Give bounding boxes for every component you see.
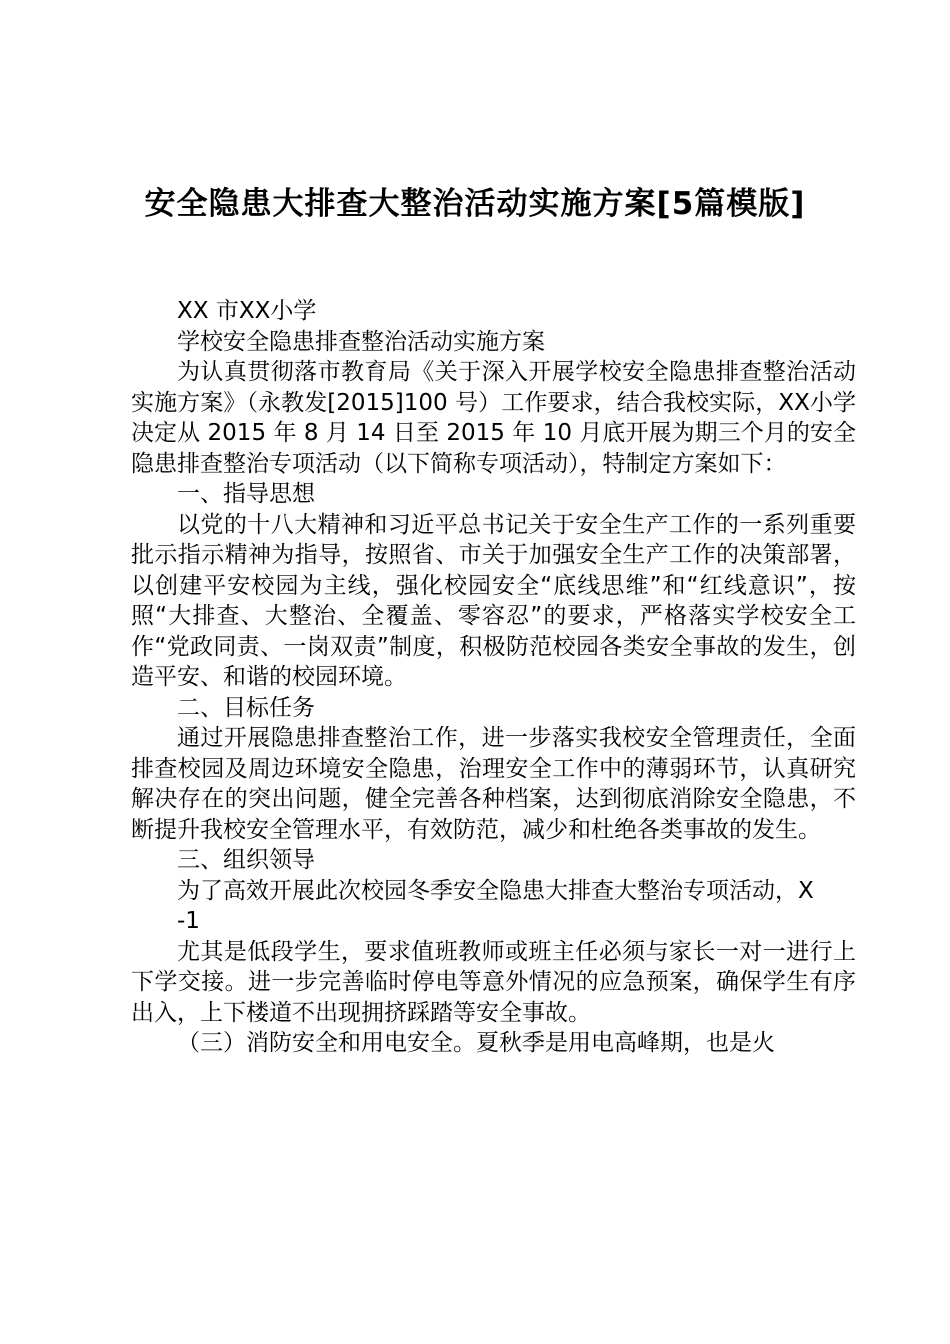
- page-number-marker: -1: [177, 908, 200, 934]
- document-title: 安全隐患大排查大整治活动实施方案[5篇模版]: [144, 186, 806, 222]
- section-heading-guiding-thought: 一、指导思想: [177, 481, 315, 507]
- plan-subtitle: 学校安全隐患排查整治活动实施方案: [177, 328, 545, 355]
- section-heading-leadership: 三、组织领导: [177, 847, 315, 873]
- document-body: [131, 296, 856, 1059]
- guiding-thought-paragraph: 以党的十八大精神和习近平总书记关于安全生产工作的一系列重要批示指示精神为指导，按照省、市关于加强安全生产工作的决策部署，以创建平安校园为主线，强化校园安全“底线思维”和“红线意识”，按照“大排查、大整治、全覆盖、零容忍”的要求，严格落实学校安全工作“党政同责、一岗双责”制度，积极防范校园各类安全事故的发生，创造平安、和谐的校园环境。: [131, 511, 856, 690]
- intro-paragraph: 为认真贯彻落市教育局《关于深入开展学校安全隐患排查整治活动实施方案》（永教发[2015]100 号）工作要求，结合我校实际，XX小学决定从 2015 年 8 月 14 日至 2015 年 10 月底开展为期三个月的安全隐患排查整治专项活动（以下简称专项活动），特制定方案如下：: [131, 359, 856, 477]
- section-heading-goals: 二、目标任务: [177, 694, 315, 721]
- leadership-paragraph: 为了高效开展此次校园冬季安全隐患大排查大整治专项活动，X: [177, 877, 814, 904]
- goals-paragraph: 通过开展隐患排查整治工作，进一步落实我校安全管理责任，全面排查校园及周边环境安全隐患，治理安全工作中的薄弱环节，认真研究解决存在的突出问题，健全完善各种档案，达到彻底消除安全隐患，不断提升我校安全管理水平，有效防范，减少和杜绝各类事故的发生。: [131, 725, 856, 843]
- fire-electric-safety-paragraph: （三）消防安全和用电安全。夏秋季是用电高峰期，也是火: [177, 1030, 775, 1056]
- school-name-line: XX 市XX小学: [177, 298, 317, 324]
- student-handover-paragraph: 尤其是低段学生，要求值班教师或班主任必须与家长一对一进行上下学交接。进一步完善临时停电等意外情况的应急预案，确保学生有序出入，上下楼道不出现拥挤踩踏等安全事故。: [131, 938, 856, 1026]
